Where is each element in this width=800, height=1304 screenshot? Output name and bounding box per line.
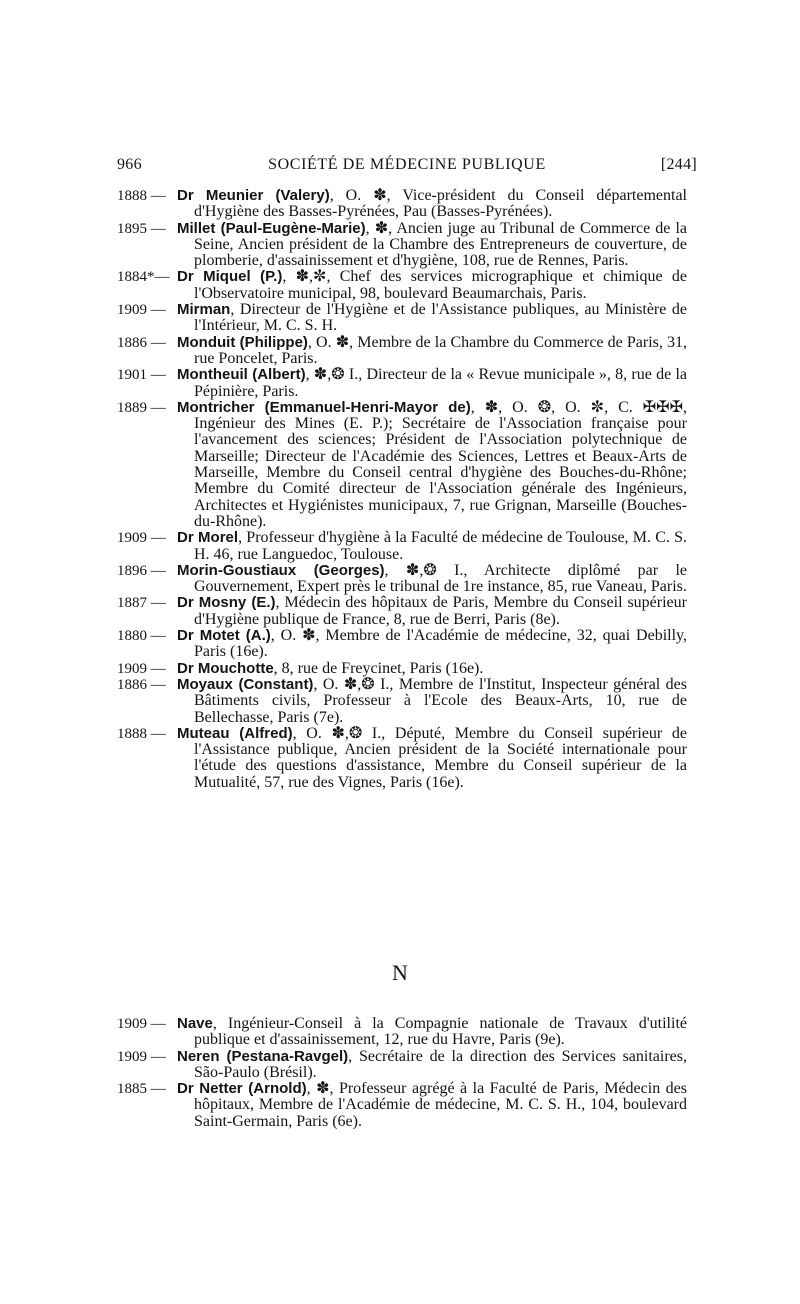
member-entry [117, 400, 687, 530]
member-name: Dr Miquel (P.) [177, 268, 283, 286]
entry-year: 1887 — [117, 595, 166, 612]
entry-year: 1888 — [117, 725, 166, 742]
entry-text [177, 1016, 687, 1049]
entry-text [177, 400, 687, 530]
member-entry [117, 269, 687, 302]
member-list-n [117, 1016, 687, 1130]
member-details: , Médecin des hôpitaux de Paris, Membre du Conseil supérieur d'Hygiène publique de France, 8, rue de Berri, Paris (8e). [194, 594, 687, 628]
member-entry [117, 661, 687, 677]
member-name: Mirman [177, 301, 231, 319]
entry-text [177, 563, 687, 596]
member-entry [117, 367, 687, 400]
running-title: SOCIÉTÉ DE MÉDECINE PUBLIQUE [268, 156, 546, 173]
member-details: , ✽, Professeur agrégé à la Faculté de Paris, Médecin des hôpitaux, Membre de l'Académie de médecine, M. C. S. H., 104, boulevard Saint-Germain, Paris (6e). [194, 1080, 687, 1130]
entry-text [177, 1049, 687, 1082]
entry-text [177, 530, 687, 563]
member-entry [117, 1016, 687, 1049]
member-name: Monduit (Philippe) [177, 333, 308, 351]
entry-text [177, 726, 687, 791]
entry-year: 1886 — [117, 334, 166, 351]
member-details: , ✽,❂ I., Directeur de la « Revue municipale », 8, rue de la Pépinière, Paris. [194, 366, 687, 400]
member-details: , ✽,✼, Chef des services micrographique et chimique de l'Observatoire municipal, 98, boulevard Beaumarchais, Paris. [194, 268, 688, 302]
member-name: Muteau (Alfred) [177, 724, 293, 742]
member-details: , Directeur de l'Hygiène et de l'Assistance publiques, au Ministère de l'Intérieur, M. C. S. H. [194, 301, 687, 335]
entry-text [177, 367, 687, 400]
member-entry [117, 530, 687, 563]
member-name: Dr Meunier (Valery) [177, 187, 330, 204]
member-entry [117, 563, 687, 596]
entry-text [177, 269, 687, 302]
entry-year: 1909 — [117, 660, 166, 677]
member-entry [117, 628, 687, 661]
member-entry [117, 335, 687, 368]
member-name: Dr Mosny (E.) [177, 594, 276, 612]
member-name: Montricher (Emmanuel-Henri-Mayor de) [177, 398, 471, 416]
member-entry [117, 221, 687, 270]
entry-year: 1886 — [117, 676, 166, 693]
member-entry [117, 302, 687, 335]
bracket-page-number: [244] [660, 156, 697, 173]
entry-year: 1885 — [117, 1081, 166, 1098]
entry-year: 1888 — [117, 188, 166, 204]
entry-text [177, 335, 687, 368]
entry-year: 1909 — [117, 530, 166, 547]
section-letter: N [392, 960, 408, 985]
entry-text [177, 661, 687, 677]
member-name: Montheuil (Albert) [177, 366, 306, 384]
member-details: , O. ✽,❂ I., Membre de l'Institut, Inspecteur général des Bâtiments civils, Professeur à l'Ecole des Beaux-Arts, 10, rue de Bellechasse, Paris (7e). [194, 675, 688, 726]
member-entry [117, 188, 687, 221]
member-details: , Professeur d'hygiène à la Faculté de médecine de Toulouse, M. C. S. H. 46, rue Languedoc, Toulouse. [194, 529, 688, 563]
member-name: Nave [177, 1015, 213, 1032]
member-details: , O. ✽, Membre de l'Académie de médecine, 32, quai Debilly, Paris (16e). [194, 627, 687, 661]
entry-text [177, 595, 687, 628]
page-header [117, 150, 697, 180]
entry-text [177, 221, 687, 270]
page-number: 966 [117, 156, 142, 173]
member-details: , Secrétaire de la direction des Services sanitaires, São-Paulo (Brésil). [194, 1047, 687, 1081]
entry-text [177, 302, 687, 335]
member-list-m [117, 188, 687, 791]
member-name: Neren (Pestana-Ravgel) [177, 1047, 349, 1065]
member-entry [117, 595, 687, 628]
member-name: Moyaux (Constant) [177, 675, 314, 693]
entry-year: 1896 — [117, 562, 166, 579]
member-details: , ✽,❂ I., Architecte diplômé par le Gouvernement, Expert près le tribunal de 1re instance, 85, rue Vaneau, Paris. [194, 561, 687, 596]
member-name: Dr Netter (Arnold) [177, 1080, 307, 1098]
entry-year: 1880 — [117, 628, 166, 645]
member-details: , 8, rue de Freycinet, Paris (16e). [273, 659, 484, 677]
member-name: Morin-Goustiaux (Georges) [177, 561, 385, 579]
member-entry [117, 726, 687, 791]
member-details: , O. ✽,❂ I., Député, Membre du Conseil supérieur de l'Assistance publique, Ancien président de la Société internationale pour l'étude des questions d'assistance, Membre du Conseil supérieur de la Mutualité, 57, rue des Vignes, Paris (16e). [194, 724, 688, 791]
entry-year: 1909 — [117, 302, 166, 319]
entry-text [177, 677, 687, 726]
entry-text [177, 1081, 687, 1130]
member-details: , ✽, O. ❂, O. ✼, C. ✠✠✠, Ingénieur des Mines (E. P.); Secrétaire de l'Association française pour l'avancement des sciences; Président de l'Association polytechnique de Marseille; Directeur de l'Académie des Sciences, Lettres et Beaux-Arts de Marseille, Membre du Conseil central d'hygiène des Bouches-du-Rhône; Membre du Comité directeur de l'Association générale des Ingénieurs, Architectes et Hygiénistes municipaux, 7, rue Grignan, Marseille (Bouches-du-Rhône). [194, 398, 687, 530]
member-name: Millet (Paul-Eugène-Marie) [177, 219, 366, 237]
member-entry [117, 1081, 687, 1130]
member-name: Dr Motet (A.) [177, 627, 271, 645]
entry-year: 1889 — [117, 399, 166, 416]
entry-text [177, 188, 687, 221]
member-entry [117, 677, 687, 726]
entry-year: 1895 — [117, 220, 166, 237]
member-name: Dr Morel [177, 529, 239, 547]
member-details: , O. ✽, Vice-président du Conseil départemental d'Hygiène des Basses-Pyrénées, Pau (Basses-Pyrénées). [194, 187, 687, 221]
entry-year: 1909 — [117, 1048, 166, 1065]
member-entry [117, 1049, 687, 1082]
entry-year: 1909 — [117, 1016, 166, 1032]
member-details: , Ingénieur-Conseil à la Compagnie nationale de Travaux d'utilité publique et d'assainissement, 12, rue du Havre, Paris (9e). [194, 1015, 687, 1049]
member-name: Dr Mouchotte [177, 659, 274, 677]
entry-year: 1901 — [117, 367, 166, 384]
entry-text [177, 628, 687, 661]
member-details: , O. ✽, Membre de la Chambre du Commerce de Paris, 31, rue Poncelet, Paris. [194, 333, 687, 367]
member-details: , ✽, Ancien juge au Tribunal de Commerce de la Seine, Ancien président de la Chambre des Entrepreneurs de couverture, de plomberie, d'assainissement et d'hygiène, 108, rue de Rennes, Paris. [194, 219, 688, 270]
entry-year: 1884*— [117, 269, 170, 286]
